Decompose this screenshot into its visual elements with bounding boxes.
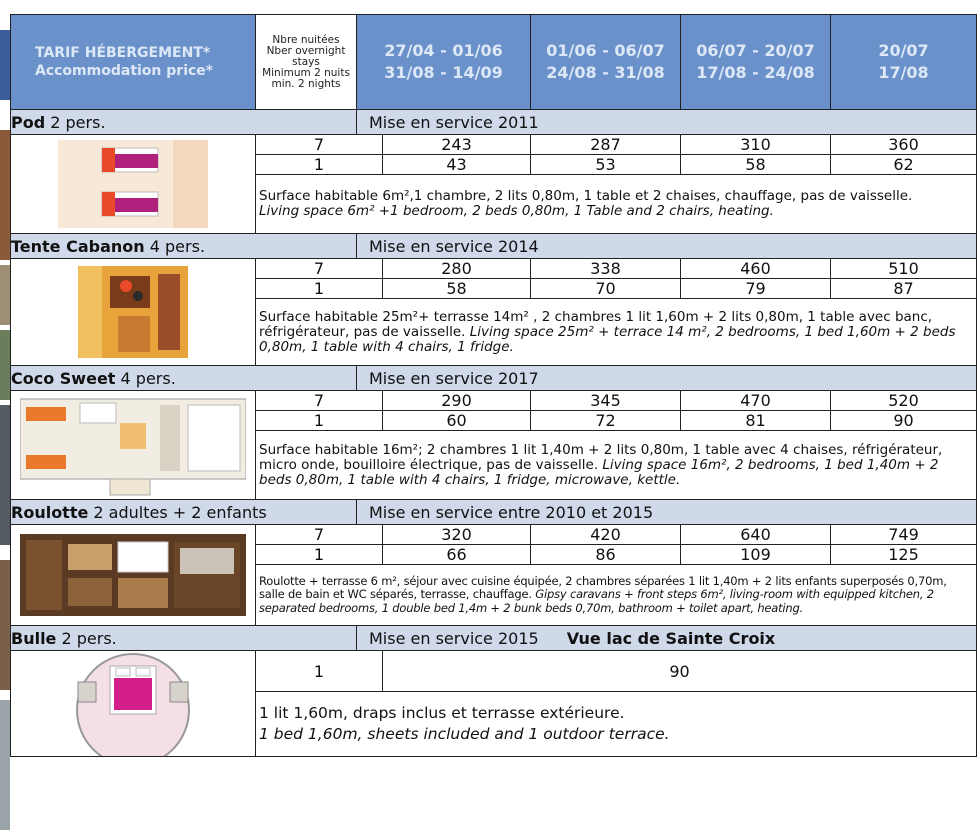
description: [256, 431, 977, 500]
price-row: [11, 135, 977, 155]
accommodation-title-row: [11, 366, 977, 391]
accommodation-capacity: 4 pers.: [115, 368, 176, 388]
price-cell: 520: [831, 391, 977, 411]
description-fr: 1 lit 1,60m, draps inclus et terrasse extérieure.: [259, 704, 625, 722]
accommodation-name-bold: Roulotte: [11, 502, 89, 522]
roulotte-floorplan-icon: [11, 525, 256, 626]
nights-cell: 1: [256, 651, 383, 692]
price-cell: 109: [681, 545, 831, 565]
header-accommodation: [11, 15, 256, 110]
description-en: Living space 16m², 2 bedrooms, 1 bed 1,40m + 2 beds 0,80m, 1 table with 4 chairs, 1 fridge, microwave, kettle.: [259, 456, 939, 488]
nights-cell: 1: [256, 155, 383, 175]
description-en: Gipsy caravans + front steps 6m², living-room with equipped kitchen, 2 separated bedrooms, 1 double bed 1,4m + 2 bunk beds 0,70m, bathroom + toilet apart, heating.: [259, 587, 934, 615]
nights-cell: 1: [256, 411, 383, 431]
pod-floorplan-icon: [11, 135, 256, 234]
header-nights-line: min. 2 nights: [271, 77, 341, 90]
accommodation-title-row: [11, 110, 977, 135]
service-year-text: Mise en service 2015: [369, 628, 539, 648]
accommodation-name: [11, 234, 357, 259]
nights-cell: 7: [256, 259, 383, 279]
lake-view-label: Vue lac de Sainte Croix: [566, 628, 776, 648]
period-line: 06/07 - 20/07: [696, 41, 815, 60]
period-line: 27/04 - 01/06: [384, 41, 503, 60]
description-fr: Roulotte + terrasse 6 m², séjour avec cuisine équipée, 2 chambres séparées 1 lit 1,40m + 2 lits enfants superposés 0,70m, salle de bain et WC séparés, terrasse, chauffage.: [259, 573, 947, 602]
tariff-table: [10, 14, 977, 757]
price-cell: 81: [681, 411, 831, 431]
period-line: 01/06 - 06/07: [546, 41, 665, 60]
price-cell: 510: [831, 259, 977, 279]
price-cell: 125: [831, 545, 977, 565]
description-en: Living space 25m² + terrace 14 m², 2 bedrooms, 1 bed 1,60m + 2 beds 0,80m, 1 table with 4 chairs, 1 fridge.: [259, 323, 956, 355]
accommodation-name-bold: Tente Cabanon: [11, 236, 145, 256]
price-cell: 360: [831, 135, 977, 155]
description: [256, 692, 977, 757]
price-cell: 58: [681, 155, 831, 175]
period-line: 17/08: [878, 63, 929, 82]
price-cell: 749: [831, 525, 977, 545]
price-cell: 43: [383, 155, 531, 175]
price-cell: 310: [681, 135, 831, 155]
description-fr: Surface habitable 6m²,1 chambre, 2 lits 0,80m, 1 table et 2 chaises, chauffage, pas de vaisselle.: [259, 188, 913, 204]
service-year: [357, 626, 977, 651]
header-period-1: [357, 15, 531, 110]
description-en: Living space 6m² +1 bedroom, 2 beds 0,80m, 1 Table and 2 chairs, heating.: [259, 203, 774, 219]
price-cell: 60: [383, 411, 531, 431]
price-row: [11, 525, 977, 545]
price-cell: 345: [531, 391, 681, 411]
price-cell: 86: [531, 545, 681, 565]
accommodation-title-row: [11, 626, 977, 651]
accommodation-name-bold: Bulle: [11, 628, 57, 648]
accommodation-name: [11, 366, 357, 391]
price-cell: 243: [383, 135, 531, 155]
price-cell: 66: [383, 545, 531, 565]
price-cell: 420: [531, 525, 681, 545]
nights-cell: 7: [256, 391, 383, 411]
accommodation-name: [11, 500, 357, 525]
nights-cell: 7: [256, 135, 383, 155]
price-cell: 79: [681, 279, 831, 299]
price-cell: 62: [831, 155, 977, 175]
price-row: [11, 391, 977, 411]
nights-cell: 1: [256, 279, 383, 299]
description-fr: Surface habitable 25m²+ terrasse 14m² , 2 chambres 1 lit 1,60m + 2 lits 0,80m, 1 table avec banc, réfrigérateur, pas de vaisselle.: [259, 308, 933, 340]
price-cell: 640: [681, 525, 831, 545]
header-period-3: [681, 15, 831, 110]
accommodation-name-bold: Pod: [11, 112, 46, 132]
header-accommodation-en: Accommodation price*: [35, 63, 214, 79]
price-cell: 90: [831, 411, 977, 431]
price-cell: 280: [383, 259, 531, 279]
bulle-floorplan-icon: [11, 651, 256, 757]
period-line: 24/08 - 31/08: [546, 63, 665, 82]
description-en: 1 bed 1,60m, sheets included and 1 outdoor terrace.: [259, 725, 670, 743]
coco-sweet-floorplan-icon: [11, 391, 256, 500]
price-cell: 90: [383, 651, 977, 692]
service-year: Mise en service 2017: [357, 366, 977, 391]
header-nights-line: Nbre nuitées: [272, 33, 340, 46]
left-photo-strip: [0, 0, 10, 832]
service-year: Mise en service entre 2010 et 2015: [357, 500, 977, 525]
price-cell: 470: [681, 391, 831, 411]
price-cell: 338: [531, 259, 681, 279]
accommodation-name: [11, 626, 357, 651]
price-row: [11, 259, 977, 279]
price-cell: 287: [531, 135, 681, 155]
period-line: 20/07: [878, 41, 929, 60]
header-period-4: [831, 15, 977, 110]
price-cell: 70: [531, 279, 681, 299]
header-nights-line: Minimum 2 nuits: [262, 66, 350, 79]
header-nights-line: stays: [292, 55, 320, 68]
price-cell: 460: [681, 259, 831, 279]
description: [256, 175, 977, 234]
accommodation-title-row: [11, 500, 977, 525]
header-nights: [256, 15, 357, 110]
price-cell: 320: [383, 525, 531, 545]
tent-floorplan-icon: [11, 259, 256, 366]
accommodation-capacity: 2 pers.: [56, 628, 117, 648]
description-fr: Surface habitable 16m²; 2 chambres 1 lit 1,40m + 2 lits 0,80m, 1 table avec 4 chaises, réfrigérateur, micro onde, bouilloire électrique, pas de vaisselle.: [259, 441, 943, 473]
period-line: 17/08 - 24/08: [696, 63, 815, 82]
service-year: Mise en service 2011: [357, 110, 977, 135]
price-cell: 53: [531, 155, 681, 175]
accommodation-capacity: 2 pers.: [45, 112, 106, 132]
description: [256, 299, 977, 366]
header-row: [11, 15, 977, 110]
header-nights-line: Nber overnight: [266, 44, 346, 57]
header-accommodation-fr: TARIF HÉBERGEMENT*: [35, 45, 211, 61]
price-cell: 72: [531, 411, 681, 431]
accommodation-name-bold: Coco Sweet: [11, 368, 116, 388]
description: [256, 565, 977, 626]
price-cell: 58: [383, 279, 531, 299]
header-period-2: [531, 15, 681, 110]
accommodation-capacity: 2 adultes + 2 enfants: [88, 502, 267, 522]
period-line: 31/08 - 14/09: [384, 63, 503, 82]
accommodation-title-row: [11, 234, 977, 259]
accommodation-capacity: 4 pers.: [144, 236, 206, 256]
price-row: [11, 651, 977, 692]
price-cell: 290: [383, 391, 531, 411]
service-year: Mise en service 2014: [357, 234, 977, 259]
nights-cell: 7: [256, 525, 383, 545]
nights-cell: 1: [256, 545, 383, 565]
price-cell: 87: [831, 279, 977, 299]
accommodation-name: [11, 110, 357, 135]
